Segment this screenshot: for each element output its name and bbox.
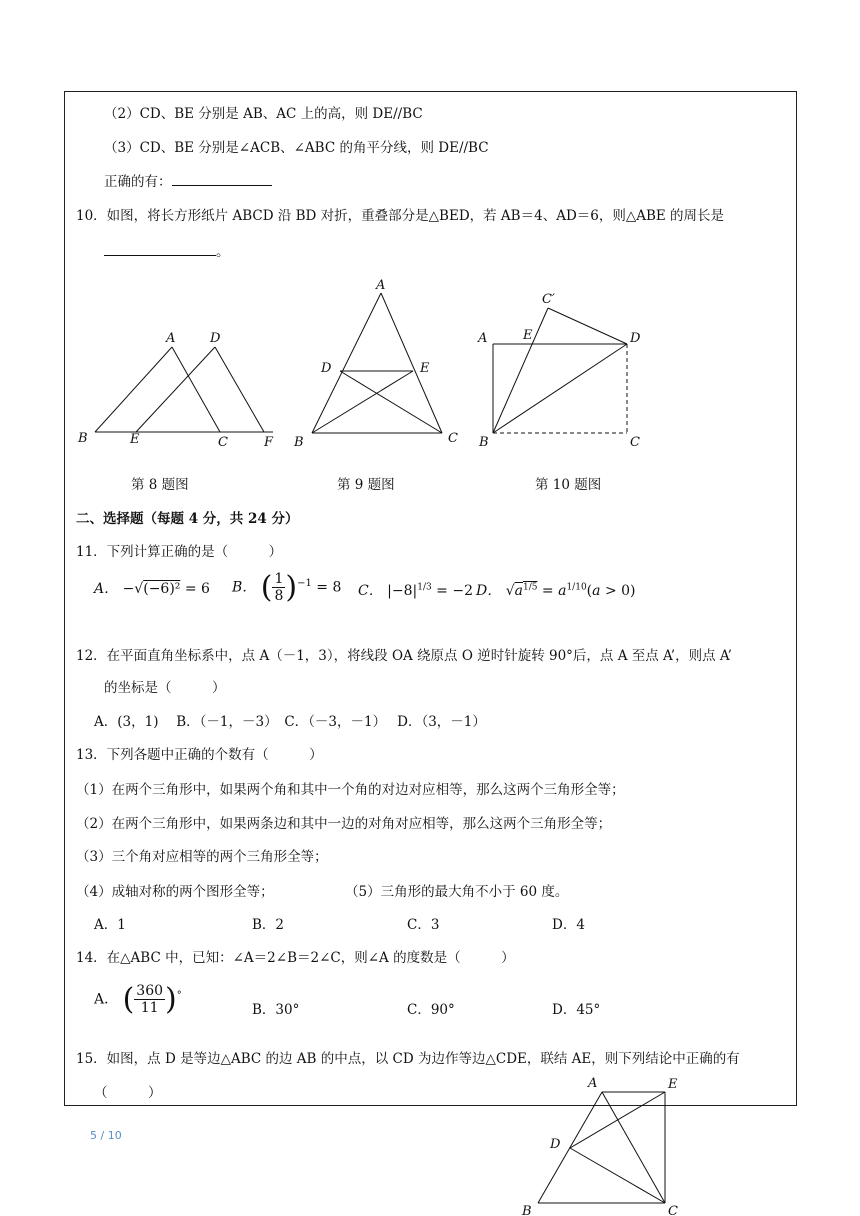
fig10-label-a: A bbox=[478, 331, 488, 346]
fig9-label-a: A bbox=[376, 278, 386, 293]
q13-option-b[interactable]: B．2 bbox=[252, 917, 285, 933]
q13-statement-1: （1）在两个三角形中，如果两个角和其中一个角的对边对应相等，那么这两个三角形全等； bbox=[76, 782, 625, 798]
fig8-label-c: C bbox=[218, 435, 228, 450]
fig10-label-d: D bbox=[630, 331, 641, 346]
q13-option-c[interactable]: C．3 bbox=[407, 917, 440, 933]
q14-option-b[interactable]: B．30° bbox=[252, 1002, 300, 1018]
figure-8 bbox=[74, 325, 284, 455]
fig8-label-a: A bbox=[166, 331, 176, 346]
fig9-label-c: C bbox=[448, 431, 458, 446]
q12-stem: 12．在平面直角坐标系中，点 A（－1，3），将线段 OA 绕原点 O 逆时针旋转 90°后，点 A 至点 A’，则点 A’ bbox=[76, 648, 732, 664]
q11-stem: 11．下列计算正确的是（ ） bbox=[76, 544, 283, 560]
q9-answer-blank[interactable] bbox=[172, 173, 272, 186]
fig8-side-ac bbox=[172, 347, 220, 432]
q11-option-c[interactable] bbox=[358, 580, 473, 600]
q11-option-a[interactable] bbox=[94, 578, 210, 598]
fig8-side-ba bbox=[95, 347, 172, 432]
fig15-label-d: D bbox=[550, 1137, 561, 1152]
q9-item3: （3）CD、BE 分别是∠ACB、∠ABC 的角平分线，则 DE//BC bbox=[104, 140, 489, 156]
page-number: 5 / 10 bbox=[90, 1129, 122, 1142]
figure-9 bbox=[290, 276, 470, 451]
q15-stem2: （ ） bbox=[94, 1085, 162, 1101]
q10-answer-blank[interactable] bbox=[104, 243, 216, 256]
fig15-label-a: A bbox=[588, 1076, 598, 1091]
q11-a-label: A． bbox=[94, 581, 119, 597]
fig8-label-d: D bbox=[210, 331, 221, 346]
fig15-side-ac bbox=[602, 1092, 665, 1203]
fig10-label-e: E bbox=[523, 328, 533, 343]
fig15-seg-de bbox=[570, 1092, 665, 1148]
q11-option-d[interactable] bbox=[476, 580, 636, 600]
fig9-seg-dc bbox=[340, 371, 442, 433]
q15-stem: 15．如图，点 D 是等边△ABC 的边 AB 的中点，以 CD 为边作等边△CDE，联结 AE，则下列结论中正确的有 bbox=[76, 1051, 740, 1067]
fig15-seg-dc bbox=[570, 1148, 665, 1203]
fig8-caption: 第 8 题图 bbox=[131, 477, 189, 493]
fig8-label-e: E bbox=[130, 432, 140, 447]
fig8-side-df bbox=[215, 347, 264, 432]
q12-options[interactable]: A．(3，1) B．（－1，－3） C．（－3，－1） D．（3，－1） bbox=[94, 714, 486, 730]
fig10-seg-c-prime-d bbox=[548, 308, 627, 344]
q9-item2: （2）CD、BE 分别是 AB、AC 上的高，则 DE//BC bbox=[104, 106, 423, 122]
q9-answer-line bbox=[104, 170, 272, 190]
fig10-label-c-prime: C′ bbox=[542, 292, 555, 307]
fig10-label-b: B bbox=[479, 435, 489, 450]
q14-a-denominator: 11 bbox=[140, 1000, 159, 1016]
fig9-side-ac bbox=[381, 293, 442, 433]
section-2-heading: 二、选择题（每题 4 分，共 24 分） bbox=[76, 511, 299, 527]
q9-answer-label: 正确的有： bbox=[104, 174, 172, 190]
q13-statement-2: （2）在两个三角形中，如果两条边和其中一边的对角对应相等，那么这两个三角形全等； bbox=[76, 816, 612, 832]
fig15-label-e: E bbox=[668, 1077, 678, 1092]
q11-c-label: C． bbox=[358, 583, 383, 599]
fig8-label-b: B bbox=[78, 431, 88, 446]
q11-b-label: B． bbox=[232, 579, 257, 596]
fig15-label-c: C bbox=[668, 1204, 678, 1216]
q14-option-c[interactable]: C．90° bbox=[407, 1002, 455, 1018]
q13-statement-3: （3）三个角对应相等的两个三角形全等； bbox=[76, 849, 328, 865]
q10-answer-line bbox=[104, 240, 230, 260]
fig10-label-c: C bbox=[630, 435, 640, 450]
fig8-label-f: F bbox=[264, 435, 274, 450]
fig9-label-e: E bbox=[420, 361, 430, 376]
q11-d-label: D． bbox=[476, 583, 502, 599]
q14-a-fraction bbox=[134, 983, 165, 1016]
q13-option-a[interactable]: A．1 bbox=[94, 917, 126, 933]
q13-option-d[interactable]: D．4 bbox=[552, 917, 585, 933]
q11-d-expr: $√a^{1/5} = a^{1/10}(a > 0)$ bbox=[505, 582, 636, 599]
fig9-caption: 第 9 题图 bbox=[337, 477, 395, 493]
fig8-side-ed bbox=[136, 347, 215, 432]
q10-end: 。 bbox=[216, 244, 230, 260]
fig10-caption: 第 10 题图 bbox=[535, 477, 602, 493]
q11-c-expr: $|-8|^{1/3} = -2$ bbox=[387, 582, 474, 599]
q14-option-d[interactable]: D．45° bbox=[552, 1002, 601, 1018]
fig9-label-d: D bbox=[321, 361, 332, 376]
figure-15 bbox=[520, 1072, 700, 1216]
q12-stem2: 的坐标是（ ） bbox=[104, 680, 226, 696]
q13-stem: 13．下列各题中正确的个数有（ ） bbox=[76, 747, 323, 763]
q14-a-numerator: 360 bbox=[136, 983, 164, 999]
q13-statement-5: （5）三角形的最大角不小于 60 度。 bbox=[345, 884, 569, 900]
q11-a-expr: −√(−6)² = 6 bbox=[122, 581, 210, 597]
q14-a-label: A． bbox=[94, 991, 119, 1008]
q13-statement-4: （4）成轴对称的两个图形全等； bbox=[76, 884, 274, 900]
q10-text: 10．如图，将长方形纸片 ABCD 沿 BD 对折，重叠部分是△BED，若 AB＝4、AD＝6，则△ABE 的周长是 bbox=[76, 208, 725, 224]
fig9-label-b: B bbox=[294, 435, 304, 450]
q11-option-b[interactable]: B． ( $\frac{1}{8}$ )$^{-1}$ = 8 bbox=[232, 570, 342, 605]
q14-stem: 14．在△ABC 中，已知：∠A＝2∠B＝2∠C，则∠A 的度数是（ ） bbox=[76, 950, 515, 966]
q14-option-a[interactable]: A． ( $\frac{360}{11}$ )° bbox=[94, 982, 182, 1017]
fig15-label-b: B bbox=[522, 1204, 532, 1216]
figure-10 bbox=[472, 288, 652, 453]
